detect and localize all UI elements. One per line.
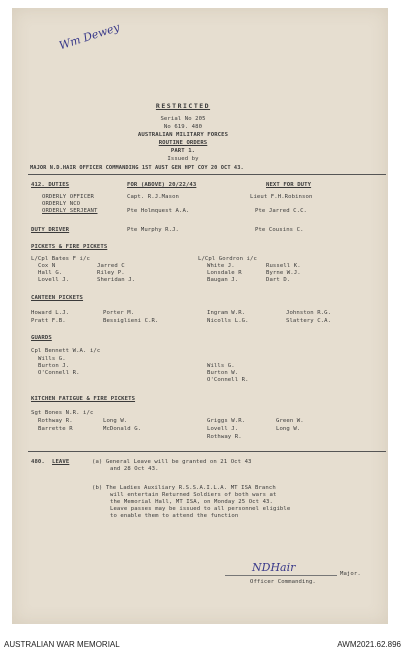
signature-role: Officer Commanding. [250, 579, 316, 585]
kitchen-name: Long W. [103, 418, 128, 424]
duty-current: Pte Holmquest A.A. [127, 208, 190, 214]
guard-name: Burton J. [38, 363, 70, 369]
picket-leader: L/Cpl Gordron i/c [198, 256, 257, 262]
kitchen-name: Lovell J. [207, 426, 239, 432]
guard-name: O'Connell R. [38, 370, 80, 376]
guard-name: Burton W. [207, 370, 239, 376]
picket-name: Cox N [38, 263, 56, 269]
duties-col-current: FOR (ABOVE) 20/22/43 [127, 182, 197, 188]
leave-para-b-line: to enable them to attend the function [110, 513, 239, 519]
leave-para-b-line: (b) The Ladies Auxiliary R.S.S.A.I.L.A. MT ISA Branch [92, 485, 276, 491]
signature: NDHair [252, 561, 296, 574]
picket-name: Lovell J. [38, 277, 70, 283]
guard-name: O'Connell R. [207, 377, 249, 383]
canteen-name: Slattery C.A. [286, 318, 332, 324]
picket-leader: L/Cpl Bates F i/c [31, 256, 90, 262]
leave-para-b-line: Leave passes may be issued to all personnel eligible [110, 506, 291, 512]
kitchen-name: Rothway R. [38, 418, 73, 424]
leave-number: 480. [31, 459, 45, 465]
archive-credit: AUSTRALIAN WAR MEMORIAL [4, 640, 120, 649]
kitchen-leader: Sgt Bones N.R. i/c [31, 410, 94, 416]
canteen-name: Johnston R.G. [286, 310, 332, 316]
duty-next: Pte Jarred C.C. [255, 208, 308, 214]
section-rule [28, 451, 386, 452]
kitchen-fatigue-title: KITCHEN FATIGUE & FIRE PICKETS [31, 396, 136, 402]
leave-title: LEAVE [52, 459, 70, 465]
picket-name: Lonsdale R [207, 270, 242, 276]
canteen-name: Howard L.J. [31, 310, 70, 316]
picket-name: White J. [207, 263, 235, 269]
signature-rank: Major. [340, 571, 361, 577]
serial-number: Serial No 205 [160, 116, 206, 122]
kitchen-name: Rothway R. [207, 434, 242, 440]
duty-role: ORDERLY OFFICER [42, 194, 95, 200]
duty-driver-current: Pte Murphy R.J. [127, 227, 180, 233]
leave-para-a-cont: and 28 Oct 43. [110, 466, 159, 472]
picket-name: Baugan J. [207, 277, 239, 283]
picket-name: Riley P. [97, 270, 125, 276]
canteen-name: Pratt F.B. [31, 318, 66, 324]
order-number: No 619. 480 [163, 124, 203, 130]
handwritten-annotation: Wm Dewey [57, 20, 122, 53]
kitchen-name: Long W. [276, 426, 301, 432]
duties-title: 412. DUTIES [31, 182, 70, 188]
leave-para-b-line: the Memorial Hall, MT ISA, on Monday 25 Oct 43. [110, 499, 273, 505]
duty-next: Lieut F.H.Robinson [250, 194, 313, 200]
duty-role: ORDERLY NCO [42, 201, 81, 207]
duty-driver-label: DUTY DRIVER [31, 227, 70, 233]
canteen-name: Ingram W.R. [207, 310, 246, 316]
picket-name: Byrne W.J. [266, 270, 301, 276]
orders-title: ROUTINE ORDERS [158, 140, 208, 146]
guards-title: GUARDS [31, 335, 52, 341]
leave-para-b-line: will entertain Returned Soldiers of both wars at [110, 492, 277, 498]
issued-line: Issued by [167, 156, 199, 162]
canteen-name: Bessiglieni C.R. [103, 318, 159, 324]
header-rule [28, 174, 386, 175]
issuing-authority: MAJOR N.D.HAIR OFFICER COMMANDING 1ST AUST GEN HPT COY 20 OCT 43. [30, 165, 244, 171]
canteen-pickets-title: CANTEEN PICKETS [31, 295, 84, 301]
guard-name: Wills G. [38, 356, 66, 362]
canteen-name: Nicolls L.G. [207, 318, 249, 324]
picket-name: Sheridan J. [97, 277, 136, 283]
classification: RESTRICTED [155, 102, 211, 110]
duty-role: ORDERLY SERJEANT [42, 208, 98, 214]
formation: AUSTRALIAN MILITARY FORCES [137, 132, 229, 138]
kitchen-name: Griggs W.R. [207, 418, 246, 424]
leave-para-a: (a) General Leave will be granted on 21 Oct 43 [92, 459, 252, 465]
picket-name: Dart D. [266, 277, 291, 283]
canteen-name: Porter M. [103, 310, 135, 316]
guard-name: Wills G. [207, 363, 235, 369]
kitchen-name: Barrette R [38, 426, 73, 432]
signature-rule [225, 575, 337, 576]
picket-name: Jarred C [97, 263, 125, 269]
orders-part: PART 1. [170, 148, 196, 154]
guards-leader: Cpl Bennett W.A. i/c [31, 348, 101, 354]
duty-current: Capt. R.J.Mason [127, 194, 180, 200]
fire-pickets-title: PICKETS & FIRE PICKETS [31, 244, 108, 250]
picket-name: Hall G. [38, 270, 63, 276]
kitchen-name: Green W. [276, 418, 304, 424]
duties-col-next: NEXT FOR DUTY [266, 182, 312, 188]
archive-reference: AWM2021.62.896 [337, 640, 401, 649]
kitchen-name: McDonald G. [103, 426, 142, 432]
picket-name: Russell K. [266, 263, 301, 269]
duty-driver-next: Pte Cousins C. [255, 227, 304, 233]
